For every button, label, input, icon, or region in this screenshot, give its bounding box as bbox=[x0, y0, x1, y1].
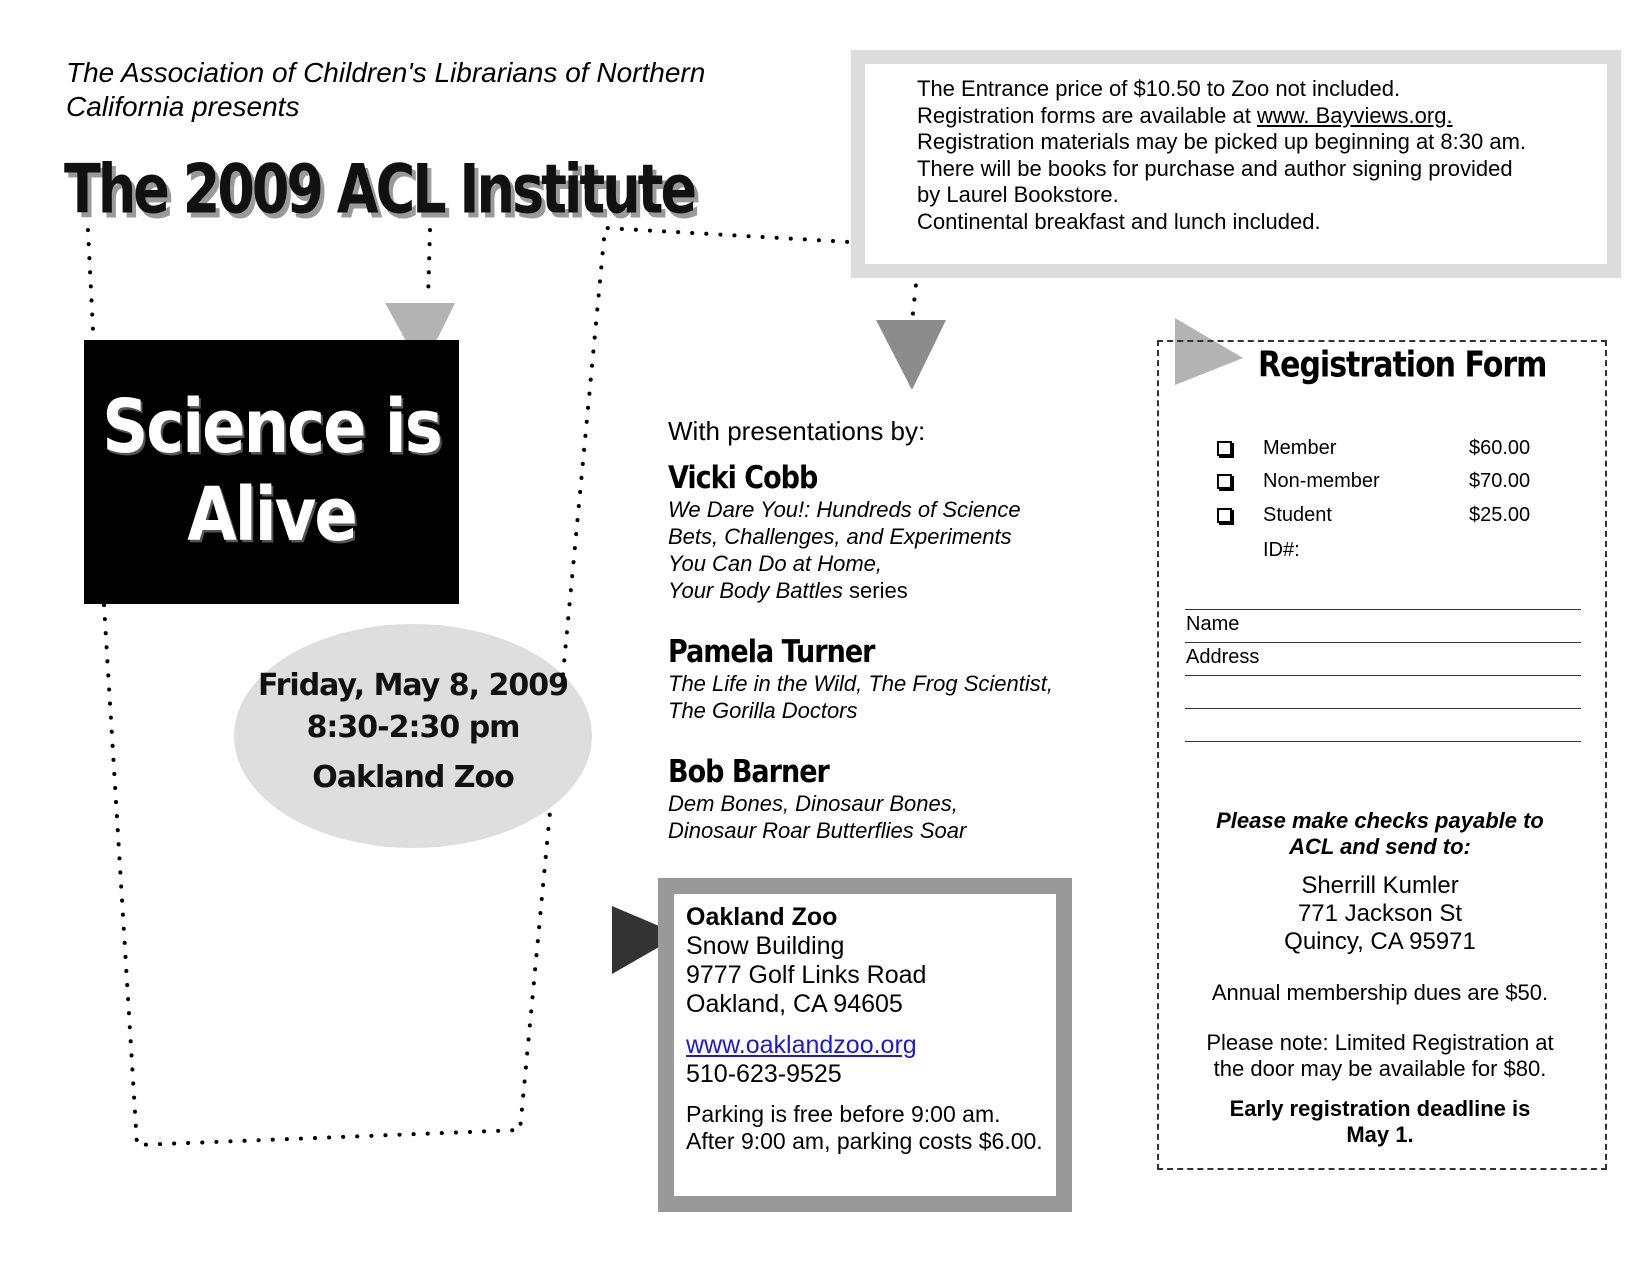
option-price: $25.00 bbox=[1469, 504, 1531, 526]
book-line: Dem Bones, Dinosaur Bones, bbox=[668, 791, 958, 816]
info-line: Registration materials may be picked up beginning at 8:30 am. bbox=[917, 129, 1527, 154]
deadline-line: May 1. bbox=[1346, 1122, 1414, 1147]
checkbox-icon[interactable] bbox=[1217, 508, 1232, 523]
info-line: The Entrance price of $10.50 to Zoo not included. bbox=[917, 76, 1401, 101]
arrow-down-icon bbox=[876, 320, 946, 390]
presenter-block bbox=[668, 462, 1088, 604]
option-label: Non-member bbox=[1263, 470, 1380, 492]
venue-details bbox=[686, 903, 1056, 1155]
dues-note: Annual membership dues are $50. bbox=[1211, 980, 1549, 1005]
presenter-line: The Association of Children's Librarians of Northern California presents bbox=[66, 57, 706, 122]
option-price: $70.00 bbox=[1469, 470, 1531, 492]
info-line: Continental breakfast and lunch included. bbox=[917, 208, 1321, 234]
book-line: You Can Do at Home, bbox=[668, 551, 883, 576]
theme-line-1: Science is bbox=[102, 385, 441, 471]
book-list bbox=[668, 790, 1088, 844]
book-line: The Life in the Wild, The Frog Scientist, bbox=[668, 671, 1053, 696]
presentations bbox=[668, 414, 1088, 876]
presenter-name: Vicki Cobb bbox=[668, 460, 818, 497]
theme-box bbox=[84, 340, 459, 604]
presentations-heading: With presentations by: bbox=[668, 416, 926, 446]
info-line-prefix: Registration forms are available at bbox=[917, 102, 1257, 128]
info-line: by Laurel Bookstore. bbox=[917, 182, 1119, 207]
student-id-label: ID#: bbox=[1263, 539, 1300, 561]
book-line: Dinosaur Roar Butterflies Soar bbox=[668, 818, 967, 843]
venue-name: Oakland Zoo bbox=[686, 903, 838, 931]
book-list bbox=[668, 496, 1088, 604]
deadline-line: Early registration deadline is bbox=[1229, 1096, 1531, 1121]
mail-name: Sherrill Kumler bbox=[1301, 872, 1459, 899]
registration-title: Registration Form bbox=[1258, 344, 1547, 386]
checkbox-icon[interactable] bbox=[1217, 441, 1232, 456]
name-field-label: Name bbox=[1186, 613, 1240, 635]
student-option[interactable] bbox=[1213, 500, 1543, 530]
venue-phone: 510-623-9525 bbox=[686, 1060, 842, 1088]
checkbox-icon[interactable] bbox=[1217, 474, 1232, 489]
presenter-block bbox=[668, 636, 1088, 724]
option-price: $60.00 bbox=[1469, 437, 1531, 459]
zoo-website-link[interactable]: www.oaklandzoo.org bbox=[686, 1031, 917, 1059]
mailing-address bbox=[1160, 872, 1600, 956]
venue-building: Snow Building bbox=[686, 932, 845, 960]
note-line: the door may be available for $80. bbox=[1213, 1056, 1547, 1081]
book-suffix: series bbox=[842, 578, 908, 603]
option-label: Member bbox=[1263, 437, 1337, 459]
book-title: Your Body Battles bbox=[668, 578, 843, 603]
checks-payable-line: Please make checks payable to bbox=[1216, 808, 1544, 833]
non-member-option[interactable] bbox=[1213, 466, 1543, 496]
mail-street: 771 Jackson St bbox=[1297, 900, 1463, 927]
book-line: The Gorilla Doctors bbox=[668, 698, 858, 723]
address-field-line[interactable] bbox=[1185, 708, 1581, 709]
note-line: Please note: Limited Registration at bbox=[1206, 1030, 1554, 1055]
event-time: 8:30-2:30 pm bbox=[306, 710, 520, 745]
venue-street: 9777 Golf Links Road bbox=[686, 961, 927, 989]
parking-info: Parking is free before 9:00 am. bbox=[686, 1101, 1001, 1127]
option-label: Student bbox=[1263, 504, 1332, 526]
book-line: We Dare You!: Hundreds of Science bbox=[668, 497, 1021, 522]
parking-info: After 9:00 am, parking costs $6.00. bbox=[686, 1128, 1043, 1154]
name-field-line[interactable] bbox=[1185, 642, 1581, 643]
event-title: The 2009 ACL Institute bbox=[64, 150, 695, 229]
payment-instructions bbox=[1160, 808, 1600, 1148]
book-line: Bets, Challenges, and Experiments bbox=[668, 524, 1012, 549]
address-field-line[interactable] bbox=[1185, 675, 1581, 676]
event-location: Oakland Zoo bbox=[312, 760, 514, 795]
info-line bbox=[917, 103, 1577, 130]
info-text bbox=[917, 76, 1577, 235]
presenter-name: Bob Barner bbox=[668, 754, 829, 791]
member-option[interactable] bbox=[1213, 433, 1543, 463]
theme-line-2: Alive bbox=[187, 473, 356, 559]
form-rule bbox=[1185, 609, 1581, 610]
checks-payable-line: ACL and send to: bbox=[1289, 834, 1471, 859]
presenter-name: Pamela Turner bbox=[668, 634, 875, 671]
door-registration-note bbox=[1160, 1030, 1600, 1082]
info-line: There will be books for purchase and author signing provided bbox=[917, 155, 1513, 181]
address-field-label: Address bbox=[1186, 646, 1260, 668]
address-field-line[interactable] bbox=[1185, 741, 1581, 742]
presenter-block bbox=[668, 756, 1088, 844]
venue-city: Oakland, CA 94605 bbox=[686, 990, 903, 1018]
book-line bbox=[668, 577, 1088, 604]
mail-city: Quincy, CA 95971 bbox=[1284, 928, 1476, 955]
bayviews-link[interactable]: www. Bayviews.org. bbox=[1256, 102, 1453, 128]
deadline-note bbox=[1160, 1096, 1600, 1148]
event-date: Friday, May 8, 2009 bbox=[258, 668, 568, 703]
book-list bbox=[668, 670, 1088, 724]
date-ellipse bbox=[234, 624, 592, 848]
